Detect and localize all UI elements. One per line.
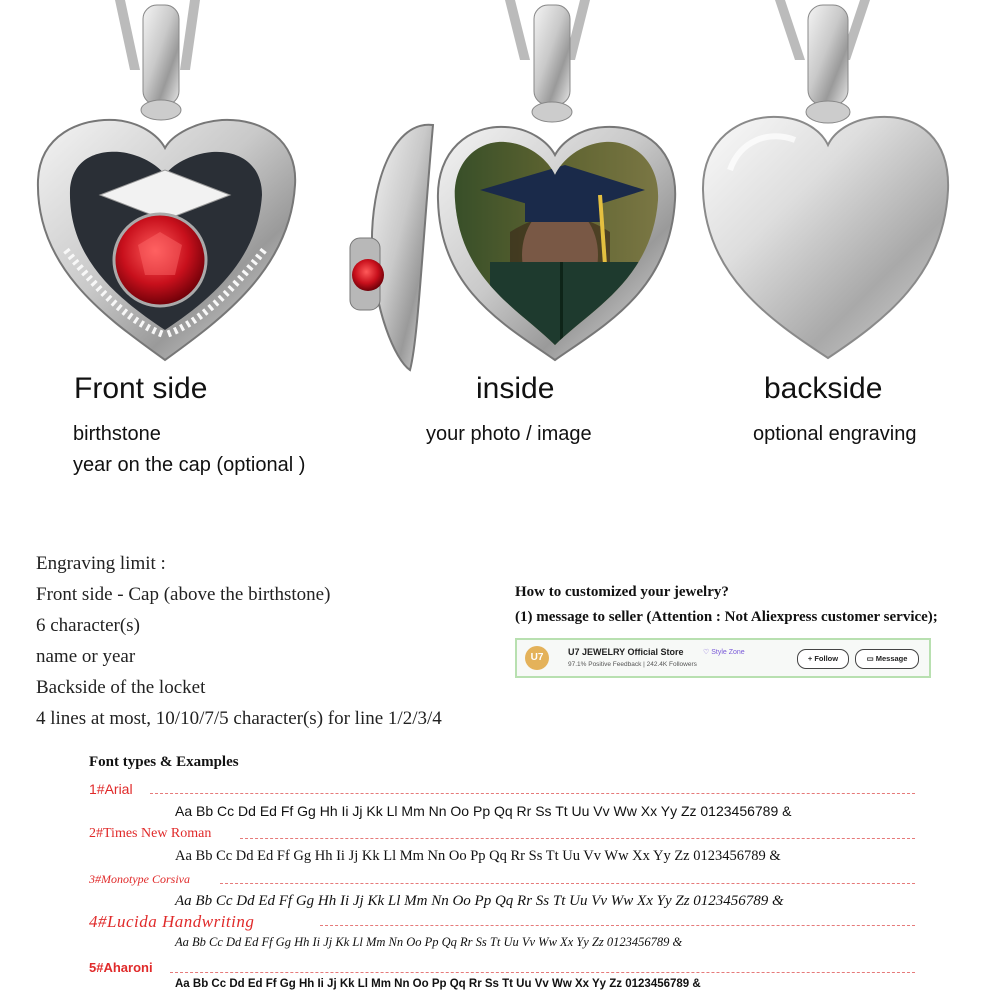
inside-title: inside (476, 372, 555, 405)
store-card (515, 638, 931, 678)
product-photos (0, 0, 1000, 380)
font-label-aharoni: 5#Aharoni (89, 960, 153, 975)
backside-line-1: optional engraving (753, 423, 917, 445)
engraving-line: name or year (36, 646, 136, 667)
font-label-times: 2#Times New Roman (89, 826, 212, 841)
store-logo: U7 (525, 646, 549, 670)
engraving-line: Backside of the locket (36, 677, 206, 698)
store-zone-label: Style Zone (711, 649, 745, 656)
front-side-title: Front side (74, 372, 208, 405)
message-button[interactable] (855, 649, 919, 669)
font-sample-corsiva: Aa Bb Cc Dd Ed Ff Gg Hh Ii Jj Kk Ll Mm Nn Oo Pp Qq Rr Ss Tt Uu Vv Ww Xx Yy Zz 0123456789 & (175, 893, 784, 909)
front-side-line-2: year on the cap (optional ) (73, 454, 306, 476)
font-divider (240, 838, 915, 839)
font-label-corsiva: 3#Monotype Corsiva (89, 872, 190, 886)
engraving-line: 6 character(s) (36, 615, 140, 636)
store-name[interactable]: U7 JEWELRY Official Store (568, 647, 684, 657)
font-divider (220, 883, 915, 884)
font-sample-arial: Aa Bb Cc Dd Ed Ff Gg Hh Ii Jj Kk Ll Mm Nn Oo Pp Qq Rr Ss Tt Uu Vv Ww Xx Yy Zz 0123456789 & (175, 803, 792, 819)
font-sample-lucida: Aa Bb Cc Dd Ed Ff Gg Hh Ii Jj Kk Ll Mm Nn Oo Pp Qq Rr Ss Tt Uu Vv Ww Xx Yy Zz 0123456789 & (175, 935, 683, 949)
font-sample-aharoni: Aa Bb Cc Dd Ed Ff Gg Hh Ii Jj Kk Ll Mm Nn Oo Pp Qq Rr Ss Tt Uu Vv Ww Xx Yy Zz 0123456789 & (175, 978, 701, 990)
font-types-header: Font types & Examples (89, 754, 239, 770)
font-divider (170, 972, 915, 973)
inside-line-1: your photo / image (426, 423, 592, 445)
store-stats: 97.1% Positive Feedback | 242.4K Followers (568, 661, 697, 668)
engraving-line: 4 lines at most, 10/10/7/5 character(s) for line 1/2/3/4 (36, 708, 442, 729)
font-divider (150, 793, 915, 794)
heart-icon: ♡ (703, 649, 710, 656)
howto-title: How to customized your jewelry? (515, 584, 729, 600)
front-side-line-1: birthstone (73, 423, 161, 445)
chat-icon: ▭ (866, 654, 874, 663)
font-divider (320, 925, 915, 926)
store-zone-badge (703, 648, 745, 656)
inside-locket-image (350, 0, 675, 370)
font-label-arial: 1#Arial (89, 781, 133, 797)
howto-step-1: (1) message to seller (Attention : Not Aliexpress customer service); (515, 609, 938, 625)
font-label-lucida: 4#Lucida Handwriting (89, 912, 255, 931)
engraving-limits (36, 548, 442, 734)
font-sample-times: Aa Bb Cc Dd Ed Ff Gg Hh Ii Jj Kk Ll Mm Nn Oo Pp Qq Rr Ss Tt Uu Vv Ww Xx Yy Zz 0123456789 & (175, 848, 781, 864)
back-locket-image (703, 0, 948, 358)
follow-button[interactable]: + Follow (797, 649, 849, 669)
message-button-label: Message (875, 654, 908, 663)
engraving-line: Front side - Cap (above the birthstone) (36, 584, 331, 605)
front-locket-image (38, 0, 295, 360)
backside-title: backside (764, 372, 883, 405)
engraving-line: Engraving limit : (36, 553, 166, 574)
